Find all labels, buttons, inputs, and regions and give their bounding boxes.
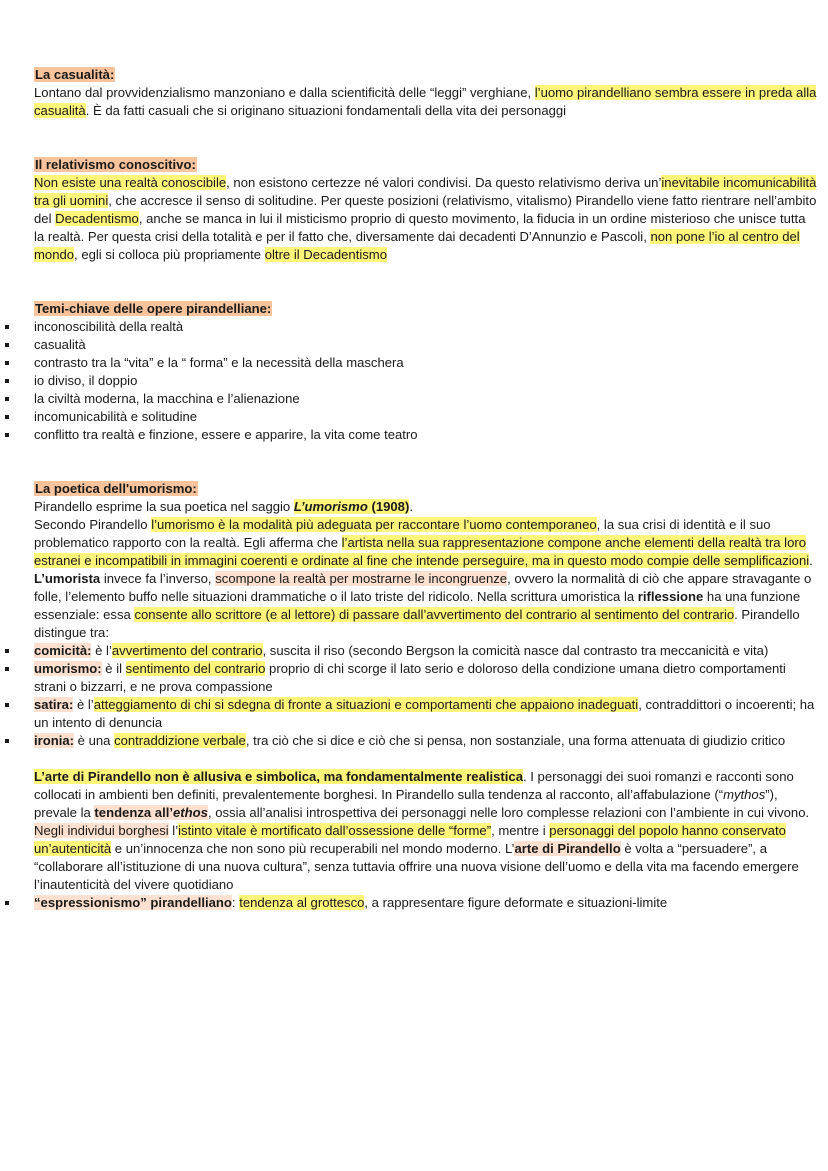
paragraph: L’arte di Pirandello non è allusiva e simbolica, ma fondamentalmente realistica. I personaggi dei suoi romanzi e racconti sono collocati in ambienti ben definiti, prevalentemente borghesi. In Pirandello sulla tendenza al racconto, all’affabulazione (“mythos”), prevale la tendenza all’ethos, ossia all’analisi introspettiva dei personaggi nelle loro complesse relazioni con l’ambiente in cui vivono. Negli individui borghesi l’istinto vitale è mortificato dall’ossessione delle “forme”, mentre i personaggi del popolo hanno conservato un’autenticità e un’innocenza che non sono più recuperabili nel mondo moderno. L’arte di Pirandello è volta a “persuadere”, a “collaborare all’istituzione di una nuova cultura”, senza tuttavia offrire una nuova visione dell’uomo e della vita ma facendo emergere l’inautenticità del vivere quotidiano [34,769,810,892]
section-heading: La poetica dell'umorismo: [35,481,197,496]
bullet-list [34,642,818,750]
highlight: non pone l’io al centro del mondo [34,229,800,262]
section-temi [34,300,818,444]
paragraph: Lontano dal provvidenzialismo manzoniano e dalla scientificità delle “leggi” verghiane, l’uomo pirandelliano sembra essere in preda alla casualità. È da fatti casuali che si originano situazioni fondamentali della vita dei personaggi [34,85,817,118]
highlight: l’artista nella sua rappresentazione compone anche elementi della realtà tra loro estranei e incompatibili in immagini coerenti e ordinate al fine che intende perseguire, ma in questo modo compie delle semplificazioni [34,535,810,568]
list-item: contrasto tra la “vita” e la “ forma” e la necessità della maschera [34,354,818,372]
highlight: istinto vitale è mortificato dall’ossessione delle “forme” [178,823,492,838]
list-item: conflitto tra realtà e finzione, essere e apparire, la vita come teatro [34,426,818,444]
list-item: io diviso, il doppio [34,372,818,390]
list-item: ironia: è una contraddizione verbale, tra ciò che si dice e ciò che si pensa, non sostanziale, una forma attenuata di giudizio critico [34,732,818,750]
list-item: “espressionismo” pirandelliano: tendenza al grottesco, a rappresentare figure deformate e situazioni-limite [34,894,818,912]
paragraph: Non esiste una realtà conoscibile, non esistono certezze né valori condivisi. Da questo relativismo deriva un’inevitabile incomunicabilità tra gli uomini, che accresce il senso di solitudine. Per queste posizioni (relativismo, vitalismo) Pirandello viene fatto rientrare nell’ambito del Decadentismo, anche se manca in lui il misticismo proprio di questo movimento, la fiducia in un ordine misterioso che unisce tutta la realtà. Per questa crisi della totalità e per il fatto che, diversamente dai decadenti D’Annunzio e Pascoli, non pone l’io al centro del mondo, egli si colloca più propriamente oltre il Decadentismo [34,175,817,262]
document-page [34,66,818,912]
highlight: tendenza all’ethos [94,805,208,820]
highlight: consente allo scrittore (e al lettore) di passare dall’avvertimento del contrario al sentimento del contrario [134,607,735,622]
list-item: la civiltà moderna, la macchina e l’alienazione [34,390,818,408]
list-item: umorismo: è il sentimento del contrario proprio di chi scorge il lato serio e doloroso della condizione umana dietro comportamenti strani o bizzarri, e ne prova compassione [34,660,818,696]
highlight: l’umorismo è la modalità più adeguata per raccontare l’uomo contemporaneo [151,517,597,532]
highlight: Decadentismo [55,211,139,226]
list-item: satira: è l’atteggiamento di chi si sdegna di fronte a situazioni e comportamenti che appaiono inadeguati, contraddittori o incoerenti; ha un intento di denuncia [34,696,818,732]
highlight: Negli individui borghesi [34,823,169,838]
section-arte [34,768,818,912]
list-item: comicità: è l’avvertimento del contrario, suscita il riso (secondo Bergson la comicità nasce dal contrasto tra meccanicità e vita) [34,642,818,660]
highlight: L’umorismo (1908) [293,499,410,514]
section-heading: La casualità: [35,67,115,82]
section-heading: Il relativismo conoscitivo: [35,157,196,172]
highlight: Non esiste una realtà conoscibile [34,175,227,190]
highlight: scompone la realtà per mostrarne le incongruenze [215,571,508,586]
highlight: L’arte di Pirandello non è allusiva e simbolica, ma fondamentalmente realistica [34,769,523,784]
paragraph: Pirandello esprime la sua poetica nel saggio L’umorismo (1908). [34,499,413,514]
list-item: inconoscibilità della realtà [34,318,818,336]
list-item: casualità [34,336,818,354]
list-item: incomunicabilità e solitudine [34,408,818,426]
section-relativismo [34,156,818,264]
highlight: oltre il Decadentismo [264,247,387,262]
highlight: l’uomo pirandelliano sembra essere in preda alla casualità [34,85,817,118]
bullet-list [34,894,818,912]
section-heading: Temi-chiave delle opere pirandelliane: [35,301,272,316]
section-casualita [34,66,818,120]
bullet-list [34,318,818,444]
highlight: inevitabile incomunicabilità tra gli uomini [34,175,817,208]
section-umorismo [34,480,818,750]
highlight: personaggi del popolo hanno conservato un’autenticità [34,823,786,856]
paragraph: Secondo Pirandello l’umorismo è la modalità più adeguata per raccontare l’uomo contemporaneo, la sua crisi di identità e il suo problematico rapporto con la realtà. Egli afferma che l’artista nella sua rappresentazione compone anche elementi della realtà tra loro estranei e incompatibili in immagini coerenti e ordinate al fine che intende perseguire, ma in questo modo compie delle semplificazioni. L’umorista invece fa l’inverso, scompone la realtà per mostrarne le incongruenze, ovvero la normalità di ciò che appare stravagante o folle, l’elemento buffo nelle situazioni drammatiche o il lato triste del ridicolo. Nella scrittura umoristica la riflessione ha una funzione essenziale: essa consente allo scrittore (e al lettore) di passare dall’avvertimento del contrario al sentimento del contrario. Pirandello distingue tra: [34,517,813,640]
